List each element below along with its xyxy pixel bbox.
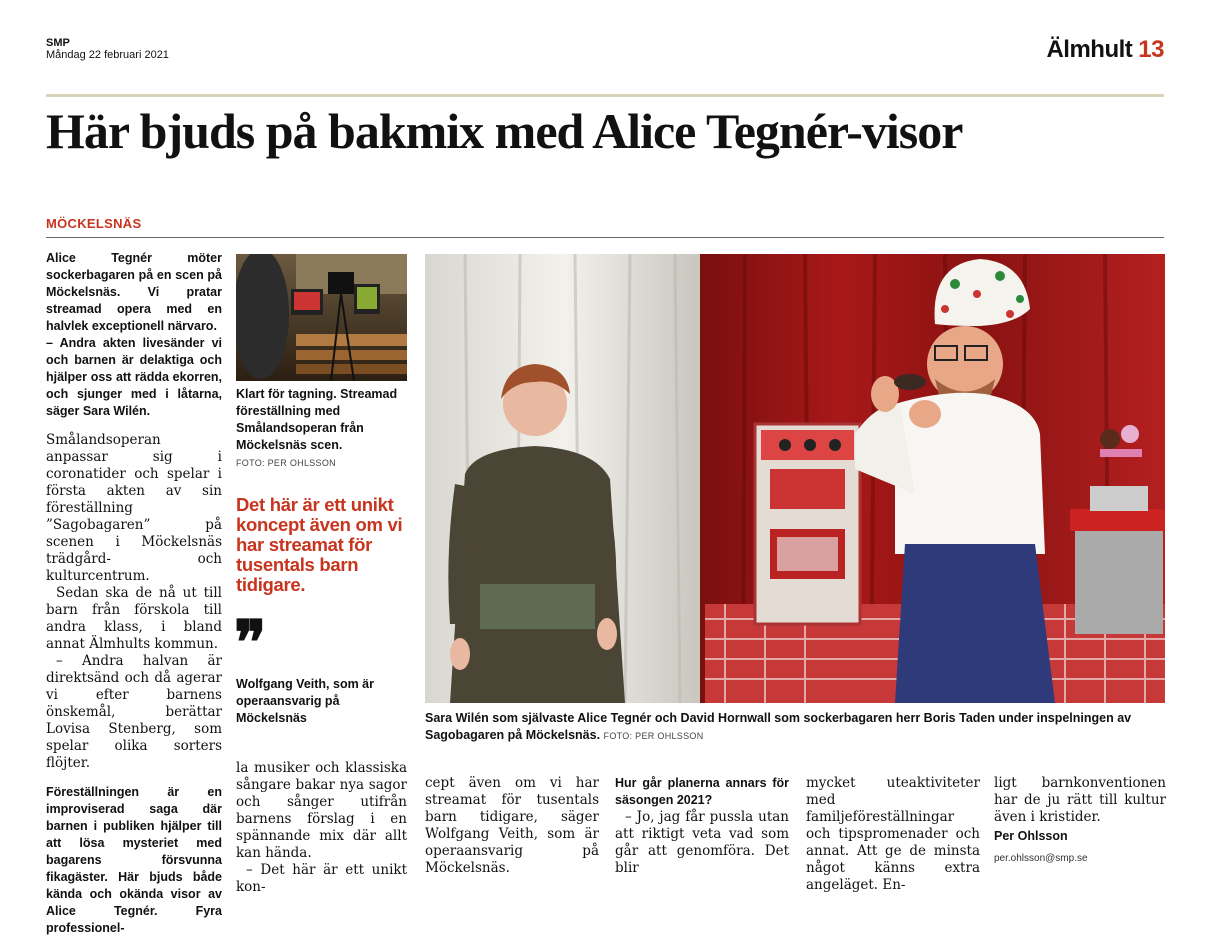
photo-caption-text: Sara Wilén som självaste Alice Tegnér och David Hornwall som sockerbagaren herr Boris Taden under inspelningen av Sagobagaren på Möckelsnäs. (425, 711, 1132, 742)
thumbnail-photo (236, 254, 407, 381)
subhead-lead: Föreställningen är en improviserad saga där barnen i publiken hjälper till att lösa mysteriet med bagarens försvunna fikagäster. Här bjuds både kända och okända visor av Alice Tegnér. Fyra professionel- (46, 785, 222, 935)
thumbnail-caption: Klart för tagning. Streamad föreställning med Smålandsoperan från Möckelsnäs scen. (236, 387, 398, 452)
article-column-5 (806, 775, 980, 894)
thumbnail-credit: FOTO: PER OHLSSON (236, 458, 336, 468)
headline: Här bjuds på bakmix med Alice Tegnér-visor (46, 103, 963, 159)
body-paragraph (46, 784, 222, 937)
section-rule (46, 237, 1164, 238)
ingress: Alice Tegnér möter sockerbagaren på en scen på Möckelsnäs. Vi pratar streamad opera med en halvlek exceptionell närvaro. (46, 251, 222, 333)
body-paragraph: Smålandsoperan anpassar sig i coronatider och spelar i första akten av sin föreställning ”Sagobagaren” på scenen i Möckelsnäs trädgård- och kulturcentrum. (46, 432, 222, 584)
article-column-3 (425, 775, 599, 877)
body-paragraph: mycket uteaktiviteter med familjeföreställningar och tipspromenader och annat. Att ge de minsta något känns extra angeläget. En- (806, 775, 980, 893)
top-rule (46, 94, 1164, 97)
body-paragraph: – Andra halvan är direktsänd och då agerar vi efter barnens önskemål, berättar Lovisa Stenberg, som spelar olika sorters flöjter. (46, 653, 222, 771)
section-name: Älmhult (1046, 36, 1133, 63)
publication-name: SMP (46, 37, 70, 49)
body-paragraph: – Det här är ett unikt kon- (236, 862, 407, 895)
quote-source: Wolfgang Veith, som är operaansvarig på Möckelsnäs (236, 677, 374, 725)
article-column-6 (994, 775, 1166, 867)
article-column-1 (46, 250, 222, 937)
ingress-quote: – Andra akten livesänder vi och barnen är delaktiga och hjälper oss att rädda ekorren, och sjunger med i låtarna, säger Sara Wilén. (46, 336, 222, 418)
body-paragraph: – Jo, jag får pussla utan att riktigt veta vad som går att genomföra. Det blir (615, 809, 789, 876)
main-photo (425, 254, 1165, 703)
body-paragraph: Sedan ska de nå ut till barn från förskola till andra klass, i bland annat Älmhults kommun. (46, 585, 222, 652)
photo-credit: FOTO: PER OHLSSON (603, 731, 704, 741)
quote-mark-icon: ❞ (234, 608, 267, 678)
issue-date: Måndag 22 februari 2021 (46, 49, 169, 61)
pull-quote: Det här är ett unikt koncept även om vi har streamat för tusentals barn tidigare. (236, 494, 403, 595)
subhead-question: Hur går planerna annars för säsongen 2021? (615, 776, 789, 807)
section-label (1046, 36, 1164, 64)
body-paragraph: ligt barnkonventionen har de ju rätt till kultur även i kristider. (994, 775, 1166, 825)
article-column-2 (236, 760, 407, 896)
byline: Per Ohlsson (994, 829, 1068, 843)
kicker: MÖCKELSNÄS (46, 216, 142, 231)
page-number: 13 (1138, 36, 1164, 63)
author-email[interactable]: per.ohlsson@smp.se (994, 853, 1088, 864)
article-column-4 (615, 775, 789, 877)
body-paragraph: la musiker och klassiska sångare bakar nya sagor och sånger utifrån barnens förslag i en spännande mix där allt kan hända. (236, 760, 407, 861)
photo-caption (425, 710, 1165, 745)
body-paragraph: cept även om vi har streamat för tusentals barn tidigare, säger Wolfgang Veith, som är operaansvarig på Möckelsnäs. (425, 775, 599, 876)
